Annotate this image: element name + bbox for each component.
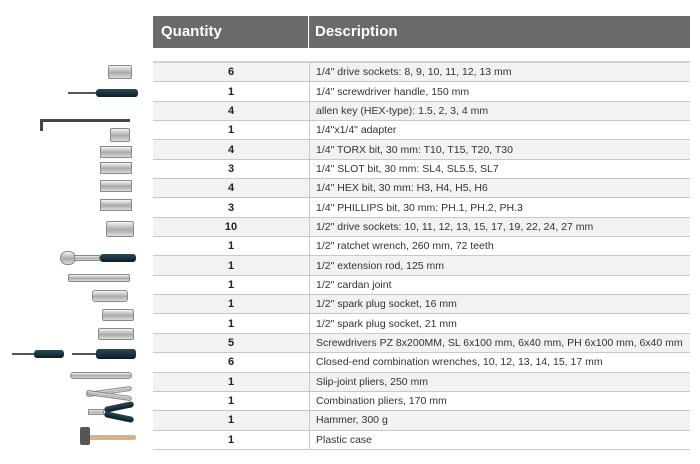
quantity-cell: 1 <box>227 433 235 446</box>
description-cell: Screwdrivers PZ 8x200MM, SL 6x100 mm, 6x40 mm, PH 6x100 mm, 6x40 mm <box>309 334 690 352</box>
quantity-cell: 1 <box>227 414 235 427</box>
table-row <box>153 179 690 198</box>
table-row <box>153 276 690 295</box>
quantity-cell: 1 <box>227 85 235 98</box>
phillips-bit-icon <box>100 199 132 211</box>
quantity-cell: 1 <box>227 375 235 388</box>
table-row <box>153 314 690 333</box>
quantity-cell: 1 <box>227 278 235 291</box>
combination-pliers-icon <box>88 403 134 421</box>
description-cell: 1/4" SLOT bit, 30 mm: SL4, SL5.5, SL7 <box>309 160 690 178</box>
quantity-cell: 1 <box>227 124 235 137</box>
table-row <box>153 256 690 275</box>
ratchet-wrench-icon <box>60 251 136 265</box>
slip-joint-pliers-icon <box>86 387 132 399</box>
description-cell: 1/2" ratchet wrench, 260 mm, 72 teeth <box>309 237 690 255</box>
description-cell: Combination pliers, 170 mm <box>309 392 690 410</box>
description-cell: Plastic case <box>309 431 690 449</box>
spark-plug-socket-icon <box>98 328 134 340</box>
description-cell: Slip-joint pliers, 250 mm <box>309 373 690 391</box>
description-header: Description <box>309 16 690 48</box>
table-row <box>153 353 690 372</box>
table-row <box>153 63 690 82</box>
description-cell: allen key (HEX-type): 1.5, 2, 3, 4 mm <box>309 102 690 120</box>
description-cell: 1/2" spark plug socket, 16 mm <box>309 295 690 313</box>
cardan-joint-icon <box>92 290 128 302</box>
table-row <box>153 82 690 101</box>
table-row <box>153 198 690 217</box>
screwdrivers-icon <box>12 349 136 359</box>
quantity-cell: 4 <box>227 182 235 195</box>
combination-wrench-icon <box>70 372 132 379</box>
table-row <box>153 160 690 179</box>
hex-bit-icon <box>100 180 132 192</box>
table-row <box>153 431 690 450</box>
table-row <box>153 373 690 392</box>
description-cell: 1/2" spark plug socket, 21 mm <box>309 314 690 332</box>
description-cell: 1/2" drive sockets: 10, 11, 12, 13, 15, 17, 19, 22, 24, 27 mm <box>309 218 690 236</box>
quantity-cell: 1 <box>227 259 235 272</box>
description-cell: 1/2" extension rod, 125 mm <box>309 256 690 274</box>
slot-bit-icon <box>100 162 132 174</box>
table-row <box>153 121 690 140</box>
small-socket-icon <box>108 65 132 79</box>
hammer-icon <box>80 427 136 445</box>
description-cell: 1/4" screwdriver handle, 150 mm <box>309 82 690 100</box>
table-row <box>153 411 690 430</box>
torx-bit-icon <box>100 146 132 158</box>
quantity-header: Quantity <box>153 16 308 48</box>
table-row <box>153 237 690 256</box>
quantity-cell: 1 <box>227 317 235 330</box>
description-cell: 1/2" cardan joint <box>309 276 690 294</box>
description-cell: 1/4" TORX bit, 30 mm: T10, T15, T20, T30 <box>309 140 690 158</box>
adapter-icon <box>110 128 130 142</box>
spark-plug-socket-icon <box>102 309 134 321</box>
large-socket-icon <box>106 221 134 237</box>
quantity-cell: 4 <box>227 104 235 117</box>
description-cell: Hammer, 300 g <box>309 411 690 429</box>
extension-rod-icon <box>68 274 130 282</box>
quantity-cell: 3 <box>227 162 235 175</box>
description-cell: Closed-end combination wrenches, 10, 12, 13, 14, 15, 17 mm <box>309 353 690 371</box>
description-cell: 1/4"x1/4" adapter <box>309 121 690 139</box>
quantity-cell: 1 <box>227 240 235 253</box>
quantity-cell: 1 <box>227 298 235 311</box>
screwdriver-handle-icon <box>68 89 138 97</box>
description-cell: 1/4" HEX bit, 30 mm: H3, H4, H5, H6 <box>309 179 690 197</box>
quantity-cell: 6 <box>227 356 235 369</box>
quantity-cell: 6 <box>227 66 235 79</box>
table-row <box>153 295 690 314</box>
quantity-cell: 1 <box>227 395 235 408</box>
quantity-cell: 3 <box>227 201 235 214</box>
description-cell: 1/4" PHILLIPS bit, 30 mm: PH.1, PH.2, PH.3 <box>309 198 690 216</box>
quantity-cell: 10 <box>224 220 238 233</box>
table-row <box>153 102 690 121</box>
quantity-cell: 4 <box>227 143 235 156</box>
quantity-cell: 5 <box>227 336 235 349</box>
description-cell: 1/4" drive sockets: 8, 9, 10, 11, 12, 13 mm <box>309 63 690 81</box>
parts-table <box>153 63 690 450</box>
table-row <box>153 140 690 159</box>
table-row <box>153 218 690 237</box>
table-row <box>153 334 690 353</box>
table-row <box>153 392 690 411</box>
